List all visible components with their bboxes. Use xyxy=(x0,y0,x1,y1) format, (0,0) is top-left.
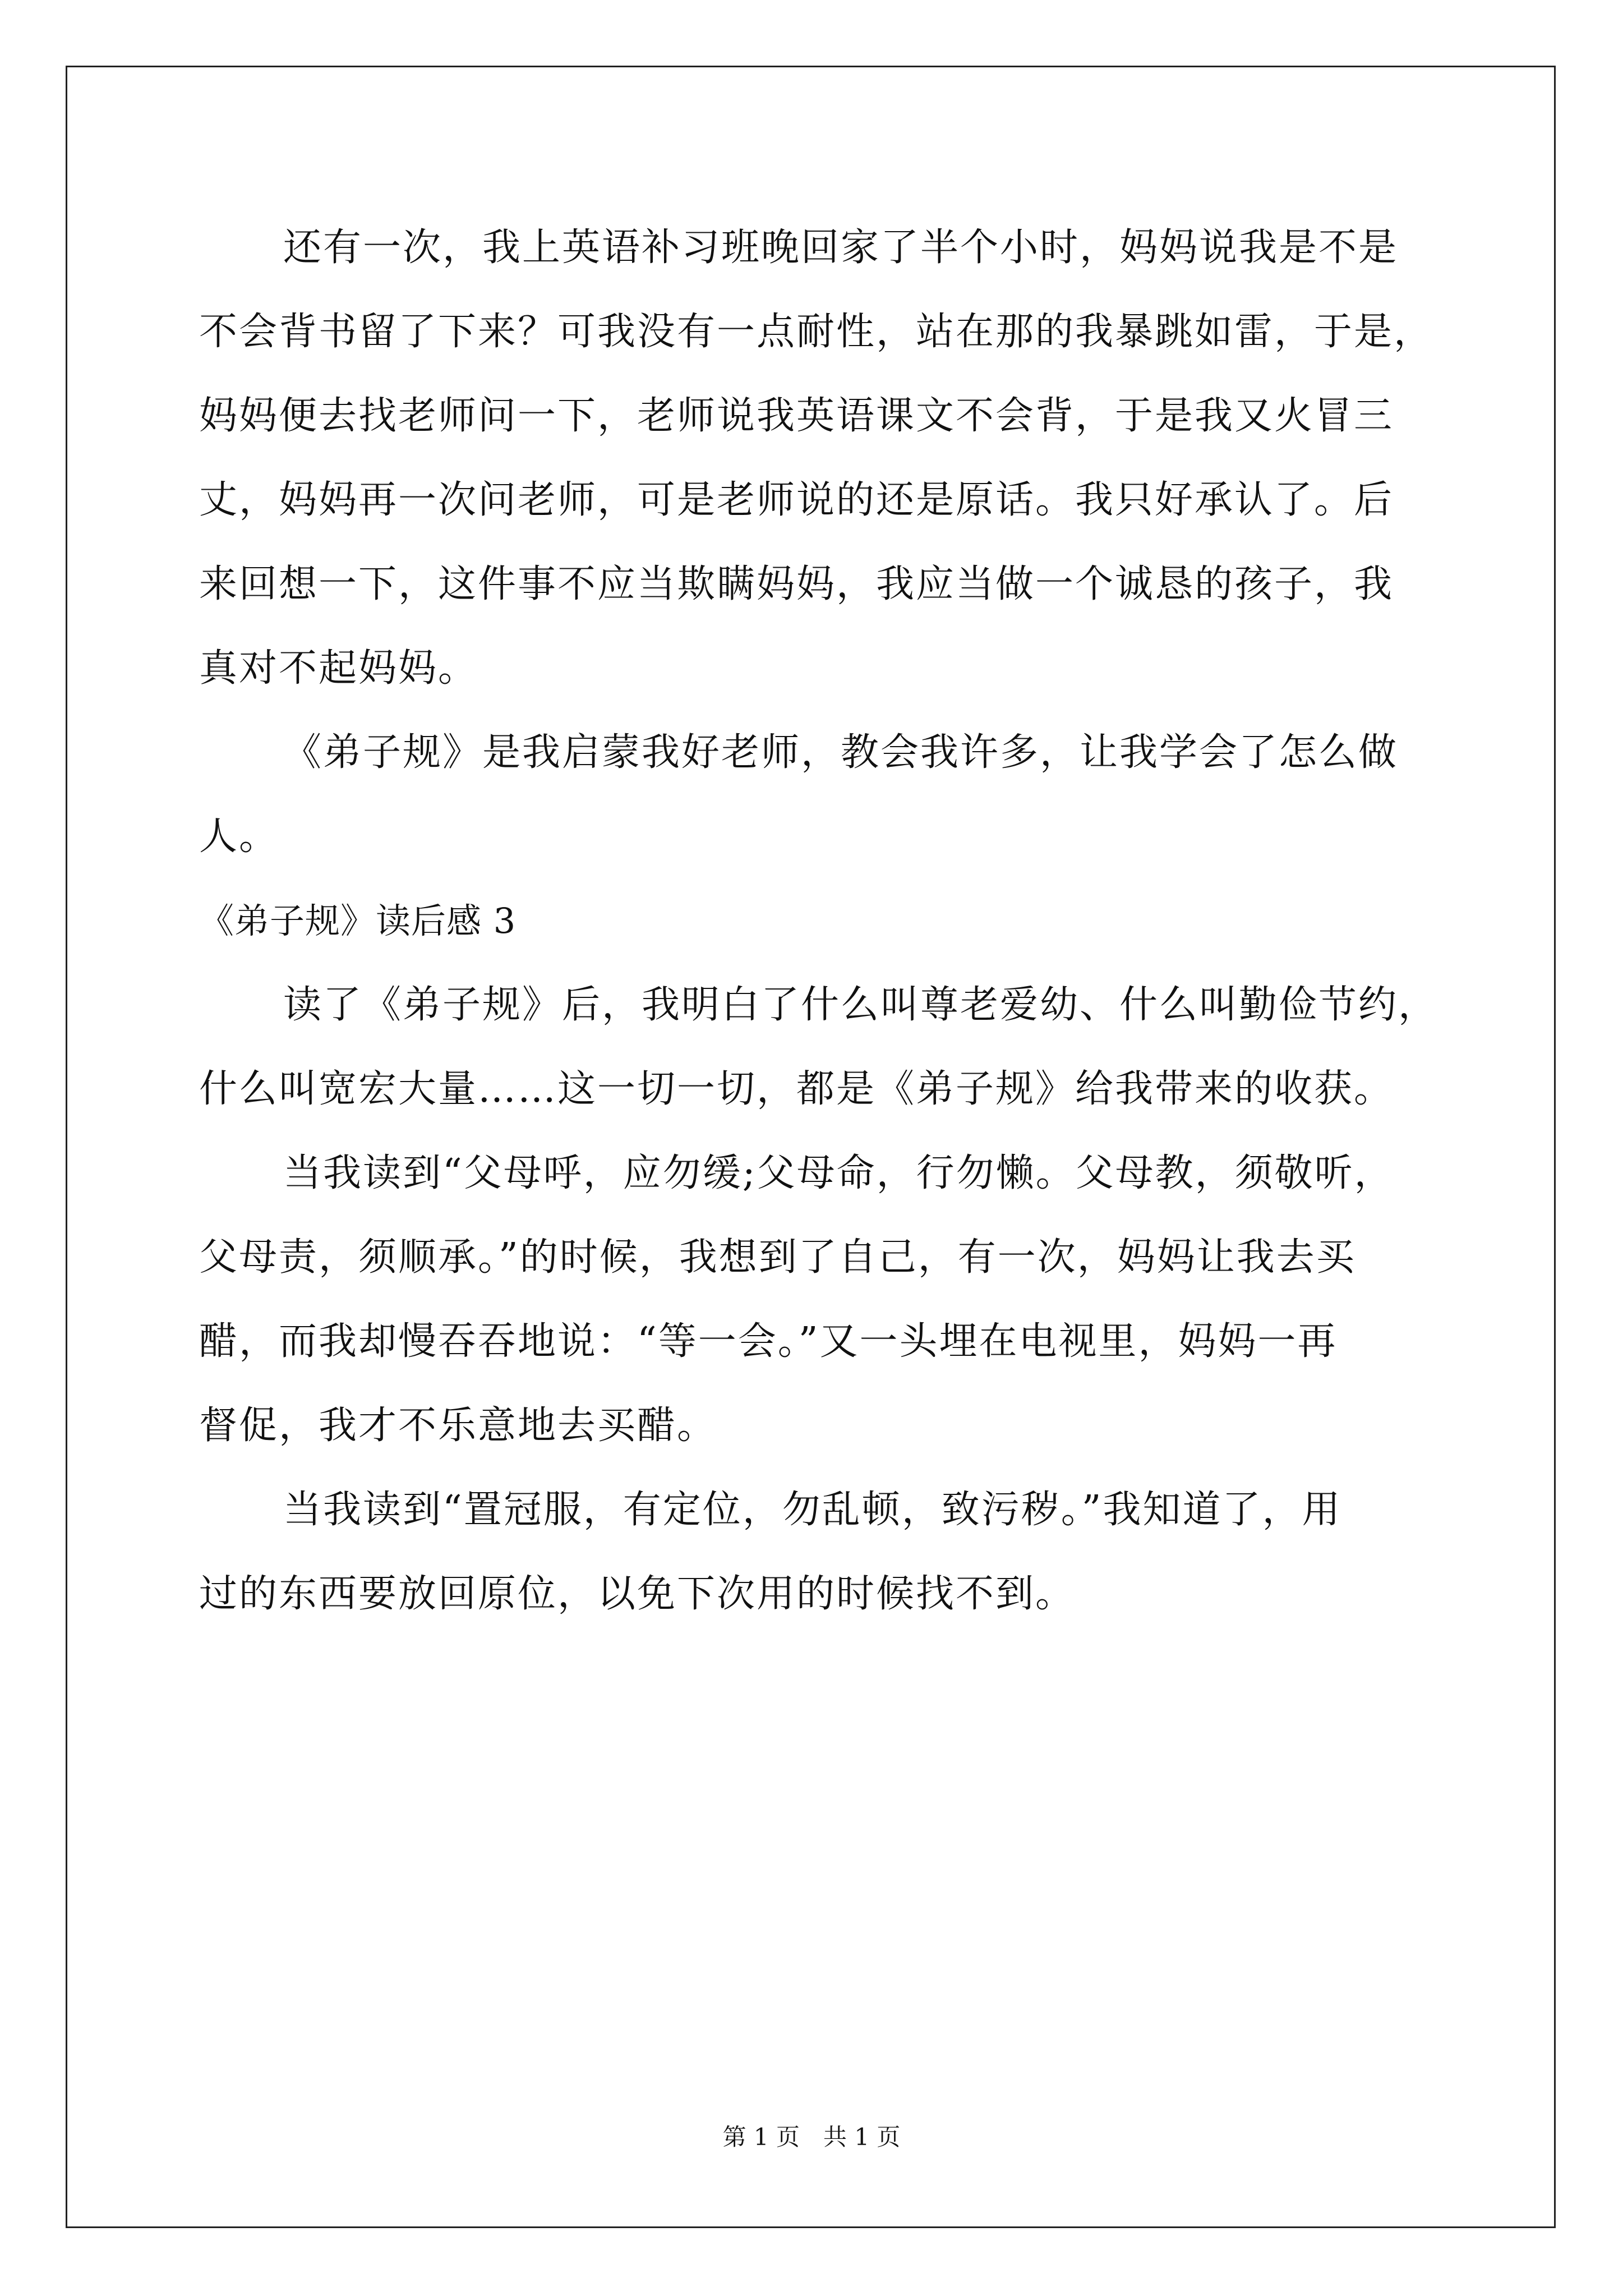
paragraph-4-line-2: 父母责，须顺承。”的时候，我想到了自己，有一次，妈妈让我去买 xyxy=(199,1235,1356,1280)
paragraph-1-line-2: 不会背书留了下来？可我没有一点耐性，站在那的我暴跳如雷，于是， xyxy=(199,310,1434,354)
paragraph-4-line-1: 当我读到“父母呼，应勿缓;父母命，行勿懒。父母教，须敬听， xyxy=(283,1151,1394,1195)
paragraph-4-line-4: 督促，我才不乐意地去买醋。 xyxy=(199,1404,717,1448)
paragraph-4-line-3: 醋，而我却慢吞吞地说：“等一会。”又一头埋在电视里，妈妈一再 xyxy=(199,1319,1338,1364)
section-heading: 《弟子规》读后感 3 xyxy=(199,900,517,941)
paragraph-3-line-2: 什么叫宽宏大量……这一切一切，都是《弟子规》给我带来的收获。 xyxy=(199,1067,1394,1111)
paragraph-3-line-1: 读了《弟子规》后，我明白了什么叫尊老爱幼、什么叫勤俭节约， xyxy=(283,983,1438,1027)
paragraph-1-line-4: 丈，妈妈再一次问老师，可是老师说的还是原话。我只好承认了。后 xyxy=(199,478,1394,522)
paragraph-2-line-1: 《弟子规》是我启蒙我好老师，教会我许多，让我学会了怎么做 xyxy=(283,730,1399,775)
paragraph-2-line-2: 人。 xyxy=(199,815,279,859)
paragraph-5-line-1: 当我读到“置冠服，有定位，勿乱顿，致污秽。”我知道了，用 xyxy=(283,1488,1342,1532)
paragraph-1-line-6: 真对不起妈妈。 xyxy=(199,646,478,691)
paragraph-1-line-1: 还有一次，我上英语补习班晚回家了半个小时，妈妈说我是不是 xyxy=(283,226,1399,270)
paragraph-1-line-5: 来回想一下，这件事不应当欺瞒妈妈，我应当做一个诚恳的孩子，我 xyxy=(199,562,1394,606)
paragraph-5-line-2: 过的东西要放回原位，以免下次用的时候找不到。 xyxy=(199,1572,1076,1616)
paragraph-1-line-3: 妈妈便去找老师问一下，老师说我英语课文不会背，于是我又火冒三 xyxy=(199,394,1394,438)
page-footer: 第 1 页 共 1 页 xyxy=(722,2123,901,2151)
